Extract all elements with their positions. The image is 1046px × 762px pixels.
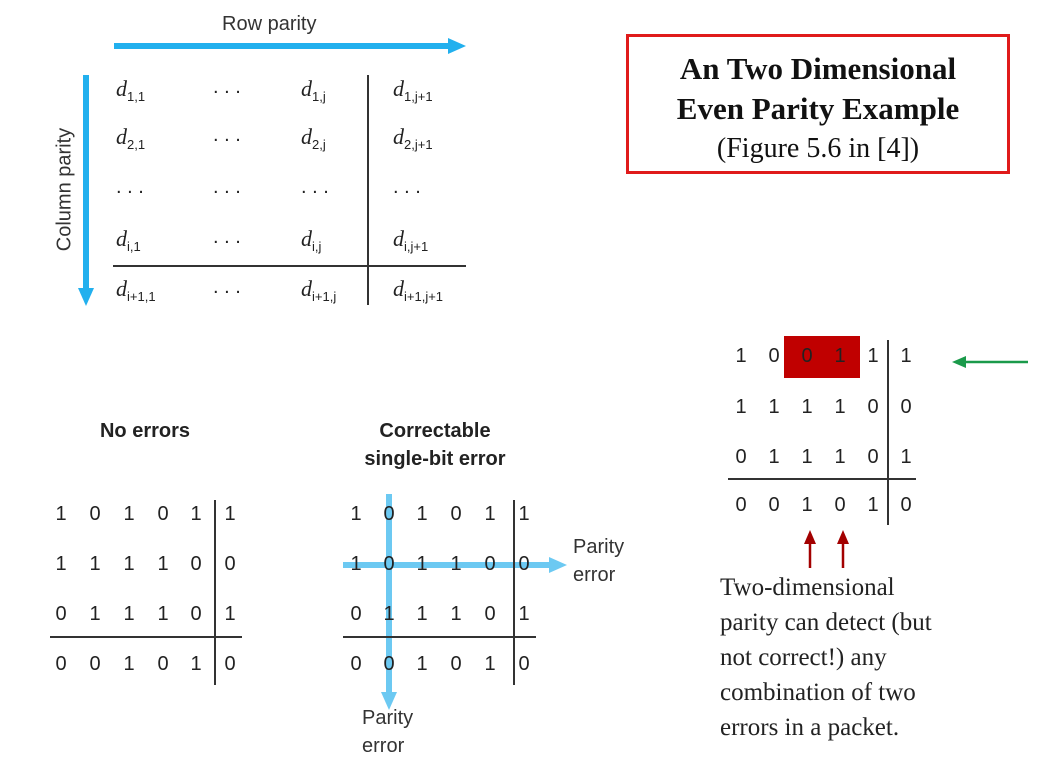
matrix-cell: $d_{2,j+1}$ <box>393 124 433 152</box>
bit-cell: 1 <box>190 503 202 525</box>
bit-cell: 0 <box>484 603 496 625</box>
bit-cell: 0 <box>735 494 747 516</box>
no-errors-vertical-divider <box>214 500 216 685</box>
matrix-cell: $d_{i,j}$ <box>301 226 322 254</box>
column-parity-error-label-2: error <box>362 735 405 757</box>
green-pointer-arrow <box>952 356 1028 368</box>
bit-cell: 0 <box>450 503 462 525</box>
correctable-heading-2: single-bit error <box>364 448 506 470</box>
no-errors-horizontal-divider <box>50 636 242 638</box>
bit-cell: 1 <box>518 503 530 525</box>
bit-cell: 1 <box>867 494 879 516</box>
correctable-vertical-divider <box>513 500 515 685</box>
two-error-horizontal-divider <box>728 478 916 480</box>
bit-cell: 0 <box>518 653 530 675</box>
correctable-horizontal-divider <box>343 636 536 638</box>
caption-line: not correct!) any <box>720 644 887 671</box>
matrix-cell: $d_{i+1,1}$ <box>116 276 156 304</box>
bit-cell: 0 <box>834 494 846 516</box>
bit-cell: 0 <box>190 603 202 625</box>
bit-cell: 0 <box>190 553 202 575</box>
bit-cell: 1 <box>383 603 395 625</box>
bit-cell: 0 <box>801 345 813 367</box>
bit-cell: 1 <box>350 553 362 575</box>
bit-cell: 1 <box>55 503 67 525</box>
matrix-cell: $d_{1,j+1}$ <box>393 76 433 104</box>
bit-cell: 1 <box>450 553 462 575</box>
caption-line: parity can detect (but <box>720 609 932 636</box>
bit-cell: 0 <box>867 396 879 418</box>
matrix-cell: $d_{2,j}$ <box>301 124 326 152</box>
bit-cell: 0 <box>450 653 462 675</box>
bit-cell: 1 <box>190 653 202 675</box>
matrix-cell: . . . <box>116 176 144 198</box>
matrix-cell: $d_{1,1}$ <box>116 76 146 104</box>
red-up-arrow-1 <box>804 530 816 568</box>
matrix-cell: $d_{1,j}$ <box>301 76 326 104</box>
bit-cell: 0 <box>350 603 362 625</box>
bit-cell: 0 <box>867 446 879 468</box>
bit-cell: 1 <box>450 603 462 625</box>
bit-cell: 1 <box>801 494 813 516</box>
title-line-1: An Two Dimensional <box>679 51 957 86</box>
bit-cell: 1 <box>416 653 428 675</box>
bit-cell: 1 <box>801 446 813 468</box>
no-errors-heading: No errors <box>99 420 191 442</box>
column-parity-arrow <box>78 75 94 306</box>
matrix-cell: . . . <box>213 276 241 298</box>
matrix-cell: . . . <box>213 124 241 146</box>
bit-cell: 1 <box>900 345 912 367</box>
row-parity-arrow <box>114 38 466 54</box>
matrix-cell: . . . <box>301 176 329 198</box>
two-error-caption <box>720 570 932 745</box>
title-line-3: (Figure 5.6 in [4]) <box>716 133 920 164</box>
row-parity-label: Row parity <box>222 13 317 35</box>
bit-cell: 0 <box>900 396 912 418</box>
row-parity-error-label-2: error <box>573 564 616 586</box>
bit-cell: 0 <box>383 553 395 575</box>
bit-cell: 1 <box>224 603 236 625</box>
bit-cell: 1 <box>89 553 101 575</box>
bit-cell: 0 <box>55 603 67 625</box>
bit-cell: 1 <box>416 603 428 625</box>
general-matrix-vertical-divider <box>367 75 369 305</box>
bit-cell: 0 <box>157 653 169 675</box>
title-line-2: Even Parity Example <box>676 91 960 126</box>
bit-cell: 1 <box>224 503 236 525</box>
bit-cell: 0 <box>518 553 530 575</box>
bit-cell: 0 <box>350 653 362 675</box>
matrix-cell: . . . <box>393 176 421 198</box>
matrix-cell: $d_{i+1,j}$ <box>301 276 337 304</box>
red-up-arrow-2 <box>837 530 849 568</box>
bit-cell: 0 <box>224 653 236 675</box>
bit-cell: 1 <box>123 653 135 675</box>
bit-cell: 1 <box>484 653 496 675</box>
bit-cell: 1 <box>55 553 67 575</box>
bit-cell: 0 <box>484 553 496 575</box>
matrix-cell: . . . <box>213 176 241 198</box>
bit-cell: 0 <box>157 503 169 525</box>
bit-cell: 1 <box>123 553 135 575</box>
bit-cell: 1 <box>768 396 780 418</box>
general-matrix-horizontal-divider <box>113 265 466 267</box>
bit-cell: 0 <box>383 503 395 525</box>
bit-cell: 0 <box>900 494 912 516</box>
bit-cell: 1 <box>735 396 747 418</box>
caption-line: combination of two <box>720 679 916 706</box>
matrix-cell: $d_{i+1,j+1}$ <box>393 276 444 304</box>
bit-cell: 0 <box>224 553 236 575</box>
matrix-cell: $d_{i,1}$ <box>116 226 141 254</box>
bit-cell: 1 <box>416 553 428 575</box>
bit-cell: 1 <box>834 396 846 418</box>
two-error-vertical-divider <box>887 340 889 525</box>
bit-cell: 1 <box>834 345 846 367</box>
bit-cell: 0 <box>89 653 101 675</box>
bit-cell: 0 <box>735 446 747 468</box>
bit-cell: 1 <box>768 446 780 468</box>
bit-cell: 0 <box>89 503 101 525</box>
bit-cell: 1 <box>900 446 912 468</box>
matrix-cell: . . . <box>213 226 241 248</box>
bit-cell: 0 <box>55 653 67 675</box>
bit-cell: 1 <box>735 345 747 367</box>
bit-cell: 1 <box>801 396 813 418</box>
bit-cell: 1 <box>157 603 169 625</box>
bit-cell: 0 <box>383 653 395 675</box>
bit-cell: 1 <box>157 553 169 575</box>
bit-cell: 1 <box>834 446 846 468</box>
bit-cell: 1 <box>484 503 496 525</box>
bit-cell: 0 <box>768 345 780 367</box>
column-error-arrow <box>381 494 397 710</box>
bit-cell: 1 <box>123 503 135 525</box>
caption-line: errors in a packet. <box>720 714 900 741</box>
bit-cell: 1 <box>867 345 879 367</box>
matrix-cell: $d_{2,1}$ <box>116 124 146 152</box>
caption-line: Two-dimensional <box>720 574 895 601</box>
bit-cell: 1 <box>416 503 428 525</box>
title-box <box>626 34 1010 174</box>
column-parity-label: Column parity <box>53 127 76 252</box>
row-parity-error-label-1: Parity <box>573 536 625 558</box>
matrix-cell: . . . <box>213 76 241 98</box>
column-parity-error-label-1: Parity <box>362 707 414 729</box>
bit-cell: 1 <box>350 503 362 525</box>
matrix-cell: $d_{i,j+1}$ <box>393 226 429 254</box>
bit-cell: 1 <box>518 603 530 625</box>
correctable-heading-1: Correctable <box>379 420 491 442</box>
bit-cell: 0 <box>768 494 780 516</box>
bit-cell: 1 <box>123 603 135 625</box>
bit-cell: 1 <box>89 603 101 625</box>
